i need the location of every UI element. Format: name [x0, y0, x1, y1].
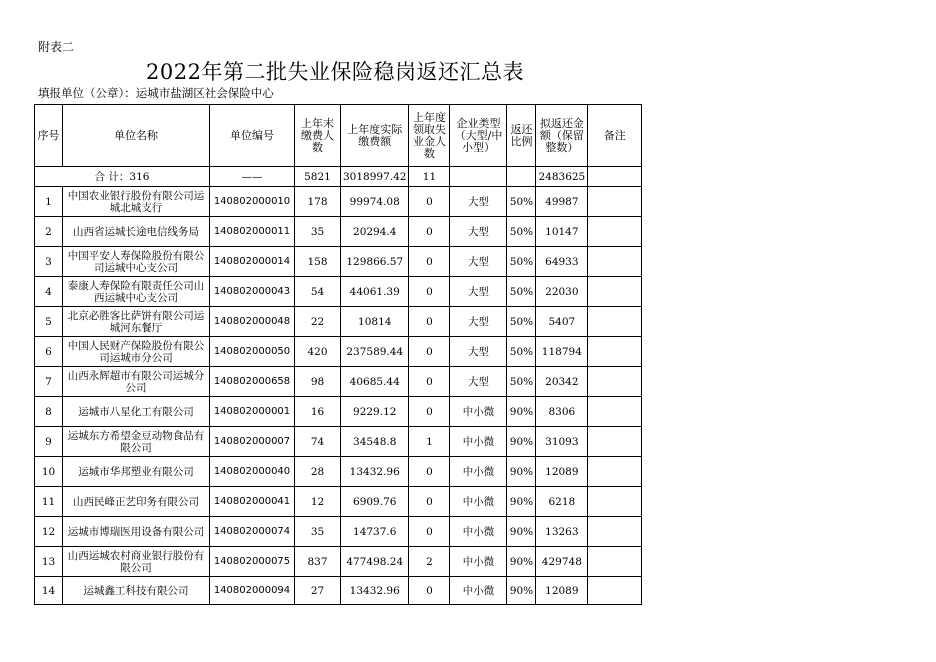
- page-title: 2022年第二批失业保险稳岗返还汇总表: [146, 60, 524, 84]
- row-paid: 129866.57: [341, 247, 409, 277]
- row-paid: 9229.12: [341, 397, 409, 427]
- row-note: [588, 367, 642, 397]
- row-staff: 158: [295, 247, 341, 277]
- row-paid: 14737.6: [341, 517, 409, 547]
- row-note: [588, 457, 642, 487]
- row-type: 中小微: [450, 577, 507, 605]
- table-row: [35, 247, 642, 277]
- row-seq: 12: [35, 517, 63, 547]
- row-unemp: 0: [409, 367, 450, 397]
- row-name: 运城东方希望金豆动物食品有限公司: [63, 427, 210, 457]
- total-paid: 3018997.42: [341, 167, 409, 187]
- row-type: 中小微: [450, 487, 507, 517]
- row-paid: 34548.8: [341, 427, 409, 457]
- row-staff: 35: [295, 517, 341, 547]
- row-ratio: 50%: [507, 367, 536, 397]
- row-note: [588, 247, 642, 277]
- row-name: 运城市华邦塑业有限公司: [63, 457, 210, 487]
- row-staff: 12: [295, 487, 341, 517]
- header-name: 单位名称: [63, 105, 210, 167]
- row-note: [588, 307, 642, 337]
- row-seq: 7: [35, 367, 63, 397]
- row-ratio: 50%: [507, 247, 536, 277]
- row-amount: 13263: [536, 517, 588, 547]
- row-ratio: 90%: [507, 487, 536, 517]
- row-code: 140802000001: [210, 397, 295, 427]
- row-type: 大型: [450, 367, 507, 397]
- row-paid: 20294.4: [341, 217, 409, 247]
- row-code: 140802000658: [210, 367, 295, 397]
- row-staff: 22: [295, 307, 341, 337]
- table-row: [35, 517, 642, 547]
- row-unemp: 0: [409, 337, 450, 367]
- row-ratio: 90%: [507, 547, 536, 577]
- row-unemp: 0: [409, 457, 450, 487]
- header-seq: 序号: [35, 105, 63, 167]
- row-type: 中小微: [450, 397, 507, 427]
- total-staff: 5821: [295, 167, 341, 187]
- row-unemp: 0: [409, 187, 450, 217]
- row-note: [588, 277, 642, 307]
- row-paid: 13432.96: [341, 577, 409, 605]
- row-unemp: 0: [409, 577, 450, 605]
- row-ratio: 50%: [507, 277, 536, 307]
- row-code: 140802000010: [210, 187, 295, 217]
- row-amount: 64933: [536, 247, 588, 277]
- row-staff: 98: [295, 367, 341, 397]
- row-code: 140802000040: [210, 457, 295, 487]
- row-code: 140802000043: [210, 277, 295, 307]
- row-code: 140802000050: [210, 337, 295, 367]
- row-unemp: 0: [409, 307, 450, 337]
- row-unemp: 0: [409, 517, 450, 547]
- row-seq: 4: [35, 277, 63, 307]
- row-type: 大型: [450, 247, 507, 277]
- total-type: [450, 167, 507, 187]
- row-seq: 13: [35, 547, 63, 577]
- table-row: [35, 307, 642, 337]
- row-type: 大型: [450, 277, 507, 307]
- header-ratio: 返还比例: [507, 105, 536, 167]
- row-paid: 477498.24: [341, 547, 409, 577]
- total-row: [35, 167, 642, 187]
- row-amount: 6218: [536, 487, 588, 517]
- row-code: 140802000048: [210, 307, 295, 337]
- table-row: [35, 367, 642, 397]
- header-paid: 上年度实际缴费额: [341, 105, 409, 167]
- row-code: 140802000074: [210, 517, 295, 547]
- row-seq: 2: [35, 217, 63, 247]
- row-name: 山西民峰正艺印务有限公司: [63, 487, 210, 517]
- row-amount: 22030: [536, 277, 588, 307]
- row-amount: 118794: [536, 337, 588, 367]
- row-staff: 28: [295, 457, 341, 487]
- row-note: [588, 217, 642, 247]
- row-ratio: 90%: [507, 577, 536, 605]
- row-staff: 178: [295, 187, 341, 217]
- row-seq: 1: [35, 187, 63, 217]
- header-row: [35, 105, 642, 167]
- row-code: 140802000014: [210, 247, 295, 277]
- row-paid: 6909.76: [341, 487, 409, 517]
- header-amount: 拟返还金额（保留整数）: [536, 105, 588, 167]
- table-row: [35, 427, 642, 457]
- row-seq: 6: [35, 337, 63, 367]
- annex-label: 附表二: [38, 40, 75, 54]
- row-ratio: 90%: [507, 397, 536, 427]
- row-code: 140802000041: [210, 487, 295, 517]
- row-unemp: 0: [409, 247, 450, 277]
- row-type: 中小微: [450, 457, 507, 487]
- row-type: 大型: [450, 337, 507, 367]
- row-ratio: 50%: [507, 217, 536, 247]
- row-name: 山西运城农村商业银行股份有限公司: [63, 547, 210, 577]
- row-code: 140802000007: [210, 427, 295, 457]
- total-ratio: [507, 167, 536, 187]
- row-unemp: 0: [409, 397, 450, 427]
- total-amount: 2483625: [536, 167, 588, 187]
- row-ratio: 90%: [507, 517, 536, 547]
- row-paid: 10814: [341, 307, 409, 337]
- row-name: 中国人民财产保险股份有限公司运城市分公司: [63, 337, 210, 367]
- row-staff: 74: [295, 427, 341, 457]
- table-row: [35, 397, 642, 427]
- header-code: 单位编号: [210, 105, 295, 167]
- table-row: [35, 547, 642, 577]
- row-name: 中国农业银行股份有限公司运城北城支行: [63, 187, 210, 217]
- filler-unit: 填报单位（公章）：运城市盐湖区社会保险中心: [38, 86, 274, 100]
- row-name: 泰康人寿保险有限责任公司山西运城中心支公司: [63, 277, 210, 307]
- table-row: [35, 187, 642, 217]
- row-staff: 16: [295, 397, 341, 427]
- row-name: 山西永辉超市有限公司运城分公司: [63, 367, 210, 397]
- row-type: 中小微: [450, 517, 507, 547]
- row-seq: 9: [35, 427, 63, 457]
- row-seq: 14: [35, 577, 63, 605]
- row-seq: 3: [35, 247, 63, 277]
- row-name: 中国平安人寿保险股份有限公司运城中心支公司: [63, 247, 210, 277]
- row-name: 运城市八星化工有限公司: [63, 397, 210, 427]
- row-seq: 10: [35, 457, 63, 487]
- row-code: 140802000011: [210, 217, 295, 247]
- row-seq: 11: [35, 487, 63, 517]
- row-amount: 20342: [536, 367, 588, 397]
- row-name: 北京必胜客比萨饼有限公司运城河东餐厅: [63, 307, 210, 337]
- row-note: [588, 187, 642, 217]
- row-note: [588, 547, 642, 577]
- row-ratio: 50%: [507, 187, 536, 217]
- row-ratio: 50%: [507, 307, 536, 337]
- row-paid: 40685.44: [341, 367, 409, 397]
- row-seq: 8: [35, 397, 63, 427]
- row-note: [588, 397, 642, 427]
- header-type: 企业类型（大型/中小型）: [450, 105, 507, 167]
- row-amount: 12089: [536, 457, 588, 487]
- row-name: 运城鑫工科技有限公司: [63, 577, 210, 605]
- row-amount: 10147: [536, 217, 588, 247]
- table-row: [35, 457, 642, 487]
- row-note: [588, 337, 642, 367]
- row-unemp: 1: [409, 427, 450, 457]
- row-name: 运城市博瑞医用设备有限公司: [63, 517, 210, 547]
- row-staff: 35: [295, 217, 341, 247]
- row-staff: 420: [295, 337, 341, 367]
- row-paid: 99974.08: [341, 187, 409, 217]
- total-label: 合 计：316: [35, 167, 210, 187]
- header-note: 备注: [588, 105, 642, 167]
- row-type: 中小微: [450, 427, 507, 457]
- total-unemp: 11: [409, 167, 450, 187]
- row-type: 大型: [450, 187, 507, 217]
- table-row: [35, 337, 642, 367]
- table-row: [35, 487, 642, 517]
- row-amount: 49987: [536, 187, 588, 217]
- row-amount: 8306: [536, 397, 588, 427]
- row-amount: 31093: [536, 427, 588, 457]
- row-paid: 44061.39: [341, 277, 409, 307]
- row-staff: 837: [295, 547, 341, 577]
- row-type: 大型: [450, 307, 507, 337]
- table-row: [35, 577, 642, 605]
- row-unemp: 0: [409, 487, 450, 517]
- row-amount: 12089: [536, 577, 588, 605]
- header-staff: 上年末缴费人数: [295, 105, 341, 167]
- row-amount: 5407: [536, 307, 588, 337]
- row-unemp: 0: [409, 277, 450, 307]
- row-amount: 429748: [536, 547, 588, 577]
- row-note: [588, 517, 642, 547]
- row-code: 140802000094: [210, 577, 295, 605]
- row-ratio: 50%: [507, 337, 536, 367]
- row-type: 中小微: [450, 547, 507, 577]
- row-ratio: 90%: [507, 427, 536, 457]
- summary-table: [34, 104, 642, 605]
- row-staff: 27: [295, 577, 341, 605]
- row-ratio: 90%: [507, 457, 536, 487]
- total-note: [588, 167, 642, 187]
- row-staff: 54: [295, 277, 341, 307]
- row-code: 140802000075: [210, 547, 295, 577]
- total-code: ——: [210, 167, 295, 187]
- row-type: 大型: [450, 217, 507, 247]
- row-paid: 237589.44: [341, 337, 409, 367]
- row-note: [588, 427, 642, 457]
- row-note: [588, 487, 642, 517]
- header-unemp: 上年度领取失业金人数: [409, 105, 450, 167]
- row-paid: 13432.96: [341, 457, 409, 487]
- table-row: [35, 217, 642, 247]
- row-note: [588, 577, 642, 605]
- row-unemp: 2: [409, 547, 450, 577]
- row-name: 山西省运城长途电信线务局: [63, 217, 210, 247]
- row-unemp: 0: [409, 217, 450, 247]
- row-seq: 5: [35, 307, 63, 337]
- table-row: [35, 277, 642, 307]
